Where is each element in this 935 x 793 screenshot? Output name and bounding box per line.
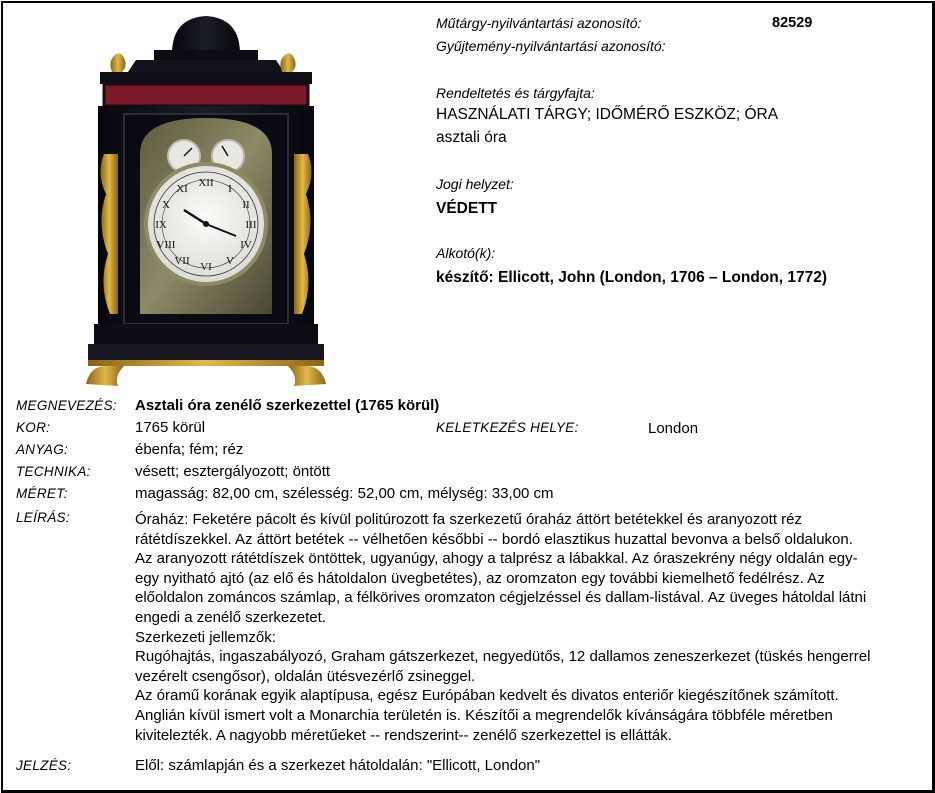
- description-line: vezérelt csengősor), oldalán ütésvezérlő zsineggel.: [135, 667, 476, 685]
- collection-label: Gyűjtemény-nyilvántartási azonosító:: [436, 38, 666, 54]
- technique-value: vésett; esztergályozott; öntött: [135, 463, 331, 480]
- technique-label: TECHNIKA:: [16, 464, 91, 479]
- purpose-value-secondary: asztali óra: [436, 129, 507, 146]
- inventory-label: Műtárgy-nyilvántartási azonosító:: [436, 15, 642, 31]
- description-line: rátétdíszekkel. Az áttört betétek -- vélhetően későbbi -- bordó elasztikus huzattal bevonva a belső oldalukon.: [135, 530, 853, 548]
- inventory-value: 82529: [772, 15, 813, 31]
- name-value: Asztali óra zenélő szerkezettel (1765 körül): [135, 397, 440, 414]
- description-line: engedi a zenélő szerkezetet.: [135, 608, 326, 626]
- material-label: ANYAG:: [16, 442, 69, 457]
- material-value: ébenfa; fém; réz: [135, 441, 244, 458]
- purpose-label: Rendeltetés és tárgyfajta:: [436, 85, 595, 101]
- description-line: Az aranyozott rátétdíszek öntöttek, ugyanúgy, ahogy a talprész a lábakkal. Az óraszekrény négy oldalán egy-: [135, 550, 858, 568]
- name-label: MEGNEVEZÉS:: [16, 398, 117, 413]
- svg-text:I: I: [228, 183, 232, 195]
- legal-label: Jogi helyzet:: [436, 176, 514, 192]
- svg-text:VIII: VIII: [156, 239, 176, 251]
- description-text: [135, 510, 925, 745]
- purpose-value-primary: HASZNÁLATI TÁRGY; IDŐMÉRŐ ESZKÖZ; ÓRA: [436, 106, 779, 123]
- description-line: Szerkezeti jellemzők:: [135, 628, 276, 646]
- description-line: előoldalon zománcos számlap, a félkörives oromzaton cégjelzéssel és dallam-listával. Az üveges hátoldal látni: [135, 589, 867, 607]
- description-line: egy nyitható ajtó (az elő és hátoldalon üvegbetétes), az oromzaton egy további kiemelhető fedélrész. Az: [135, 569, 825, 587]
- description-line: Rugóhajtás, ingaszabályozó, Graham gátszerkezet, negyedütős, 12 dallamos zeneszerkezet (tüskés hengerrel: [135, 648, 871, 666]
- age-label: KOR:: [16, 420, 51, 435]
- description-line: Az óramű korának egyik alaptípusa, egész Európában kedvelt és divatos enteriőr kiegészítőnek számított.: [135, 687, 839, 705]
- svg-text:XI: XI: [176, 183, 188, 195]
- origin-value: London: [648, 420, 699, 437]
- legal-value: VÉDETT: [436, 200, 498, 217]
- svg-text:XII: XII: [198, 177, 214, 189]
- svg-text:VII: VII: [174, 255, 190, 267]
- mark-label: JELZÉS:: [16, 758, 72, 773]
- svg-text:X: X: [162, 199, 170, 211]
- description-line: kivitelezték. A nagyobb méretűeket -- rendszerint-- zenélő szerkezettel is ellátták.: [135, 726, 672, 744]
- creator-value: készítő: Ellicott, John (London, 1706 – London, 1772): [436, 269, 827, 286]
- origin-label: KELETKEZÉS HELYE:: [436, 420, 579, 435]
- size-label: MÉRET:: [16, 486, 68, 501]
- svg-text:IV: IV: [240, 239, 252, 251]
- creator-label: Alkotó(k):: [436, 245, 496, 261]
- svg-text:II: II: [242, 199, 250, 211]
- description-line: Óraház: Feketére pácolt és kívül politúrozott fa szerkezetű óraház áttört betétekkel és aranyozott réz: [135, 511, 803, 528]
- description-label: LEÍRÁS:: [16, 510, 70, 525]
- svg-text:III: III: [245, 219, 257, 231]
- svg-text:VI: VI: [200, 261, 212, 273]
- mark-value: Elől: számlapján és a szerkezet hátoldalán: "Ellicott, London": [135, 757, 541, 774]
- description-line: Anglián kívül ismert volt a Monarchia területén is. Készítői a megrendelők kívánságára többféle méretben: [135, 706, 833, 724]
- svg-text:V: V: [226, 255, 234, 267]
- clock-photo: [84, 14, 328, 388]
- svg-text:IX: IX: [155, 219, 167, 231]
- size-value: magasság: 82,00 cm, szélesség: 52,00 cm, mélység: 33,00 cm: [135, 485, 554, 502]
- age-value: 1765 körül: [135, 419, 206, 436]
